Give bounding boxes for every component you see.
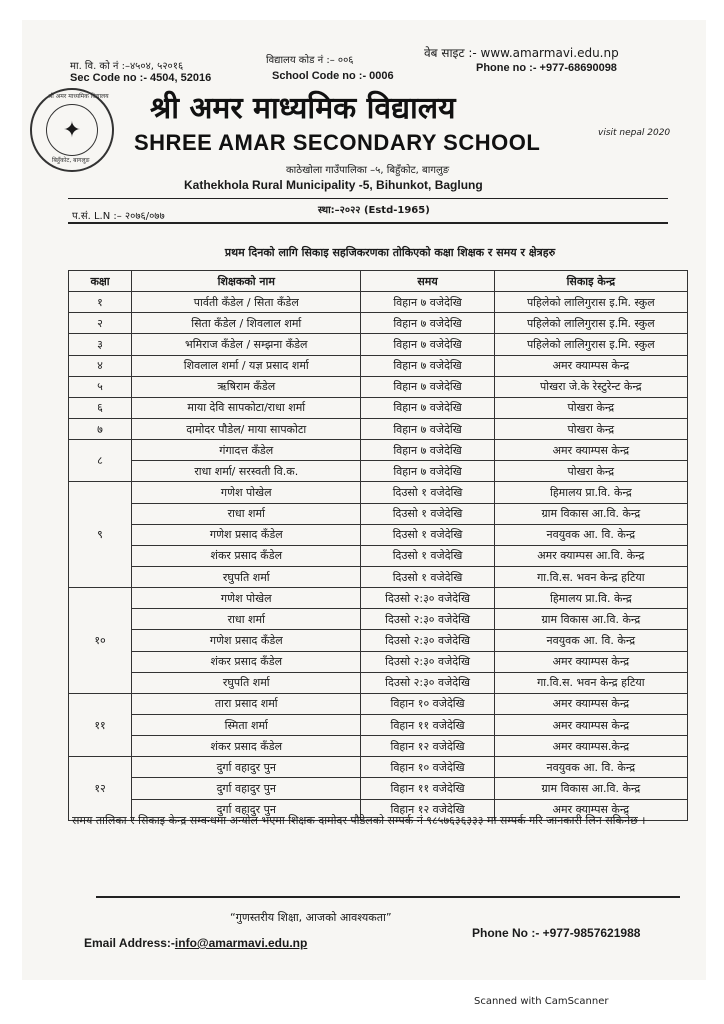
table-row [69,503,688,524]
table-row [69,313,688,334]
table-row [69,778,688,799]
table-row [69,334,688,355]
established: स्था:–२०२२ (Estd-1965) [318,205,430,216]
time-cell: विहान ११ वजेदेखि [361,778,494,799]
teacher-cell: माया देवि सापकोटा/राधा शर्मा [132,397,361,418]
center-cell: नवयुवक आ. वि. केन्द्र [494,630,687,651]
table-row [69,355,688,376]
time-cell: दिउसो १ वजेदेखि [361,566,494,587]
time-cell: दिउसो २:३० वजेदेखि [361,609,494,630]
email-label: Email Address:- [84,936,175,950]
table-row [69,461,688,482]
table-row [69,524,688,545]
header-class: कक्षा [69,271,132,292]
teacher-cell: दुर्गा वहादुर पुन [132,757,361,778]
center-cell: पोखरा केन्द्र [494,397,687,418]
website: वेब साइट :- www.amarmavi.edu.np [424,46,619,60]
center-cell: नवयुवक आ. वि. केन्द्र [494,757,687,778]
center-cell: अमर क्याम्पस.केन्द्र [494,736,687,757]
class-cell: १० [69,588,132,694]
logo-text-top: श्री अमर माध्यमिक विद्यालय [48,93,109,100]
table-row [69,588,688,609]
teacher-cell: रघुपति शर्मा [132,672,361,693]
class-cell: ६ [69,397,132,418]
center-cell: ग्राम विकास आ.वि. केन्द्र [494,778,687,799]
time-cell: विहान ७ वजेदेखि [361,292,494,313]
time-cell: दिउसो १ वजेदेखि [361,545,494,566]
footer-phone: Phone No :- +977-9857621988 [472,926,641,940]
time-cell: दिउसो १ वजेदेखि [361,503,494,524]
center-cell: पोखरा केन्द्र [494,418,687,439]
time-cell: विहान १२ वजेदेखि [361,799,494,820]
time-cell: विहान ७ वजेदेखि [361,355,494,376]
header-time: समय [361,271,494,292]
email-link[interactable]: info@amarmavi.edu.np [174,936,308,950]
teacher-cell: दुर्गा वहादुर पुन [132,799,361,820]
time-cell: दिउसो २:३० वजेदेखि [361,651,494,672]
scanner-watermark: Scanned with CamScanner [474,996,609,1007]
school-code-np: विद्यालय कोड नं :– ००६ [266,55,354,66]
class-cell: ७ [69,418,132,439]
table-body [69,292,688,821]
table-row [69,693,688,714]
teacher-cell: भमिराज कँडेल / सम्झना कँडेल [132,334,361,355]
table-row [69,672,688,693]
center-cell: पोखरा जे.के रेस्टुरेन्ट केन्द्र [494,376,687,397]
class-cell: ९ [69,482,132,588]
teacher-cell: गणेश प्रसाद कँडेल [132,524,361,545]
time-cell: विहान १० वजेदेखि [361,693,494,714]
sec-code: Sec Code no :- 4504, 52016 [70,72,212,84]
class-cell: ४ [69,355,132,376]
center-cell: अमर क्याम्पस केन्द्र [494,651,687,672]
class-cell: २ [69,313,132,334]
letter-number: प.सं. L.N :– २०७६/०७७ [72,211,165,222]
teacher-cell: राधा शर्मा [132,503,361,524]
class-cell: ११ [69,693,132,756]
school-code: School Code no :- 0006 [272,70,394,82]
registration-number-np: मा. वि. को नं :–४५०४, ५२०१६ [70,61,184,72]
time-cell: दिउसो २:३० वजेदेखि [361,672,494,693]
teacher-cell: गणेश प्रसाद कँडेल [132,630,361,651]
time-cell: दिउसो २:३० वजेदेखि [361,630,494,651]
header-rule-bottom [68,222,668,224]
table-row [69,630,688,651]
time-cell: विहान ७ वजेदेखि [361,313,494,334]
center-cell: हिमालय प्रा.वि. केन्द्र [494,482,687,503]
teacher-cell: तारा प्रसाद शर्मा [132,693,361,714]
table-caption: प्रथम दिनको लागि सिकाइ सहजिकरणका तोकिएको कक्षा शिक्षक र समय र क्षेत्रहरु [224,246,556,259]
phone-header: Phone no :- +977-68690098 [476,62,617,74]
schedule-table [68,270,688,821]
teacher-cell: शिवलाल शर्मा / यज्ञ प्रसाद शर्मा [132,355,361,376]
center-cell: ग्राम विकास आ.वि. केन्द्र [494,609,687,630]
teacher-cell: राधा शर्मा [132,609,361,630]
time-cell: विहान १२ वजेदेखि [361,736,494,757]
center-cell: हिमालय प्रा.वि. केन्द्र [494,588,687,609]
table-row [69,714,688,735]
teacher-cell: गणेश पोखेल [132,588,361,609]
time-cell: दिउसो १ वजेदेखि [361,524,494,545]
center-cell: पहिलेको लालिगुरास इ.मि. स्कुल [494,292,687,313]
address-en: Kathekhola Rural Municipality -5, Bihunkot, Baglung [184,178,483,192]
time-cell: विहान ७ वजेदेखि [361,461,494,482]
center-cell: अमर क्याम्पस केन्द्र [494,440,687,461]
class-cell: ३ [69,334,132,355]
time-cell: दिउसो १ वजेदेखि [361,482,494,503]
school-title-np: श्री अमर माध्यमिक विद्यालय [150,91,456,126]
center-cell: अमर क्याम्पस आ.वि. केन्द्र [494,545,687,566]
time-cell: विहान १० वजेदेखि [361,757,494,778]
contact-note: समय तालिका र सिकाइ केन्द्र सम्वन्धमा अन्योल भएमा शिक्षक दामोदर पौडेलको सम्पर्क नं ९८५७६३६३३३ मा सम्पर्क गरि जानकारी लिन सकिनेछ । [72,814,646,827]
teacher-cell: गंगादत्त कँडेल [132,440,361,461]
center-cell: अमर क्याम्पस केन्द्र [494,799,687,820]
header-center: सिकाइ केन्द्र [494,271,687,292]
table-row [69,292,688,313]
center-cell: पहिलेको लालिगुरास इ.मि. स्कुल [494,313,687,334]
table-row [69,736,688,757]
teacher-cell: दामोदर पौडेल/ माया सापकोटा [132,418,361,439]
center-cell: नवयुवक आ. वि. केन्द्र [494,524,687,545]
teacher-cell: गणेश पोखेल [132,482,361,503]
center-cell: गा.वि.स. भवन केन्द्र हटिया [494,672,687,693]
center-cell: अमर क्याम्पस केन्द्र [494,693,687,714]
time-cell: विहान ११ वजेदेखि [361,714,494,735]
time-cell: विहान ७ वजेदेखि [361,397,494,418]
teacher-cell: दुर्गा वहादुर पुन [132,778,361,799]
table-row [69,651,688,672]
visit-nepal-logo: visit nepal 2020 [598,128,671,138]
table-header-row [69,271,688,292]
center-cell: अमर क्याम्पस केन्द्र [494,714,687,735]
center-cell: अमर क्याम्पस केन्द्र [494,355,687,376]
address-np: काठेखोला गाउँपालिका –५, बिहुँकोट, बागलुङ [286,165,450,176]
teacher-cell: सिता कँडेल / शिवलाल शर्मा [132,313,361,334]
footer-rule [96,896,680,898]
teacher-cell: शंकर प्रसाद कँडेल [132,545,361,566]
teacher-cell: शंकर प्रसाद कँडेल [132,736,361,757]
table-row [69,757,688,778]
time-cell: विहान ७ वजेदेखि [361,334,494,355]
table-row [69,418,688,439]
table-row [69,609,688,630]
class-cell: १ [69,292,132,313]
time-cell: दिउसो २:३० वजेदेखि [361,588,494,609]
logo-text-bottom: बिहुँकोट, बागलुङ [52,157,90,164]
header-teacher: शिक्षकको नाम [132,271,361,292]
footer-quote: “गुणस्तरीय शिक्षा, आजको आवश्यकता” [230,911,392,924]
time-cell: विहान ७ वजेदेखि [361,376,494,397]
center-cell: पहिलेको लालिगुरास इ.मि. स्कुल [494,334,687,355]
school-title-en: SHREE AMAR SECONDARY SCHOOL [134,130,541,155]
table-row [69,397,688,418]
class-cell: १२ [69,757,132,820]
time-cell: विहान ७ वजेदेखि [361,418,494,439]
class-cell: ८ [69,440,132,482]
table-row [69,566,688,587]
teacher-cell: पार्वती कँडेल / सिता कँडेल [132,292,361,313]
teacher-cell: राधा शर्मा/ सरस्वती वि.क. [132,461,361,482]
footer-email [84,936,307,950]
teacher-cell: रघुपति शर्मा [132,566,361,587]
logo-emblem-icon: ✦ [46,104,98,156]
center-cell: गा.वि.स. भवन केन्द्र हटिया [494,566,687,587]
table-row [69,482,688,503]
class-cell: ५ [69,376,132,397]
center-cell: ग्राम विकास आ.वि. केन्द्र [494,503,687,524]
table-row [69,376,688,397]
table-row [69,545,688,566]
time-cell: विहान ७ वजेदेखि [361,440,494,461]
teacher-cell: स्मिता शर्मा [132,714,361,735]
teacher-cell: शंकर प्रसाद कँडेल [132,651,361,672]
center-cell: पोखरा केन्द्र [494,461,687,482]
table-row [69,440,688,461]
teacher-cell: ऋषिराम कँडेल [132,376,361,397]
header-rule-top [68,198,668,199]
